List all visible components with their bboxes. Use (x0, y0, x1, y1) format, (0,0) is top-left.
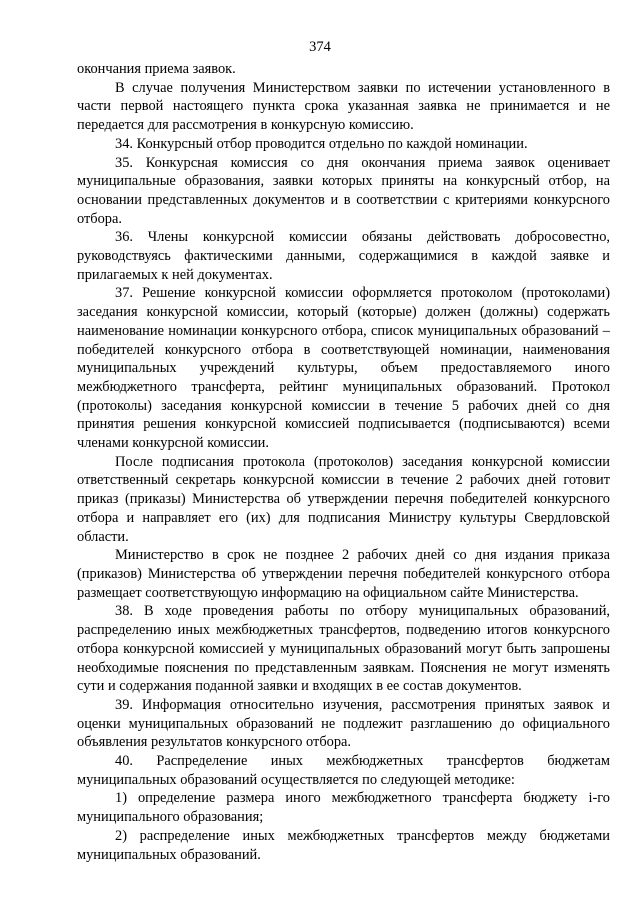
paragraph-item-35: 35. Конкурсная комиссия со дня окончания приема заявок оценивает муниципальные образования, заявки которых приняты на конкурсный отбор, на основании представленных документов и в соответствии с критериями конкурсного отбора. (77, 154, 610, 227)
paragraph-item-34: 34. Конкурсный отбор проводится отдельно по каждой номинации. (115, 135, 528, 152)
paragraph: В случае получения Министерством заявки по истечении установленного в части первой настоящего пункта срока указанная заявка не принимается и не передается для рассмотрения в конкурсную комиссию. (77, 79, 610, 134)
subitem-1: 1) определение размера иного межбюджетного трансферта бюджету i-го муниципального образования; (77, 790, 610, 826)
paragraph: Министерство в срок не позднее 2 рабочих дней со дня издания приказа (приказов) Министерства об утверждении перечня победителей конкурсного отбора размещает соответствующую информацию на официальном сайте Министерства. (77, 547, 610, 601)
paragraph-item-36: 36. Члены конкурсной комиссии обязаны действовать добросовестно, руководствуясь фактическими данными, содержащимися в каждой заявке и прилагаемых к ней документах. (77, 229, 610, 283)
paragraph: После подписания протокола (протоколов) заседания конкурсной комиссии ответственный секретарь конкурсной комиссии в течение 2 рабочих дней готовит приказ (приказы) Министерства об утверждении перечня победителей конкурсного отбора и направляет его (их) для подписания Министру культуры Свердловской области. (77, 453, 610, 545)
paragraph-item-39: 39. Информация относительно изучения, рассмотрения принятых заявок и оценки муниципальных образований не подлежит разглашению до официального объявления результатов конкурсного отбора. (77, 696, 610, 751)
paragraph-item-38: 38. В ходе проведения работы по отбору муниципальных образований, распределению иных межбюджетных трансфертов, подведению итогов конкурсного отбора конкурсной комиссией у муниципальных образований могут быть запрошены необходимые пояснения по представленным заявкам. Пояснения не могут изменять сути и содержания поданной заявки и входящих в ее состав документов. (77, 603, 610, 695)
document-body (77, 60, 610, 864)
page-number: 374 (309, 39, 331, 55)
subitem-2: 2) распределение иных межбюджетных трансфертов между бюджетами муниципальных образований. (77, 827, 610, 863)
paragraph-item-37: 37. Решение конкурсной комиссии оформляется протоколом (протоколами) заседания конкурсной комиссии, который (которые) должен (должны) содержать наименование номинации конкурсного отбора, список муниципальных образований – победителей конкурсного отбора в соответствующей номинации, наименования муниципальных учреждений культуры, объем предоставляемого иного межбюджетного трансферта, рейтинг муниципальных образований. Протокол (протоколы) заседания конкурсной комиссии в течение 5 рабочих дней со дня принятия решения конкурсной комиссией подписывается (подписываются) всеми членами конкурсной комиссии. (77, 285, 610, 452)
paragraph-item-40: 40. Распределение иных межбюджетных трансфертов бюджетам муниципальных образований осуществляется по следующей методике: (77, 753, 610, 788)
paragraph: окончания приема заявок. (77, 61, 236, 77)
